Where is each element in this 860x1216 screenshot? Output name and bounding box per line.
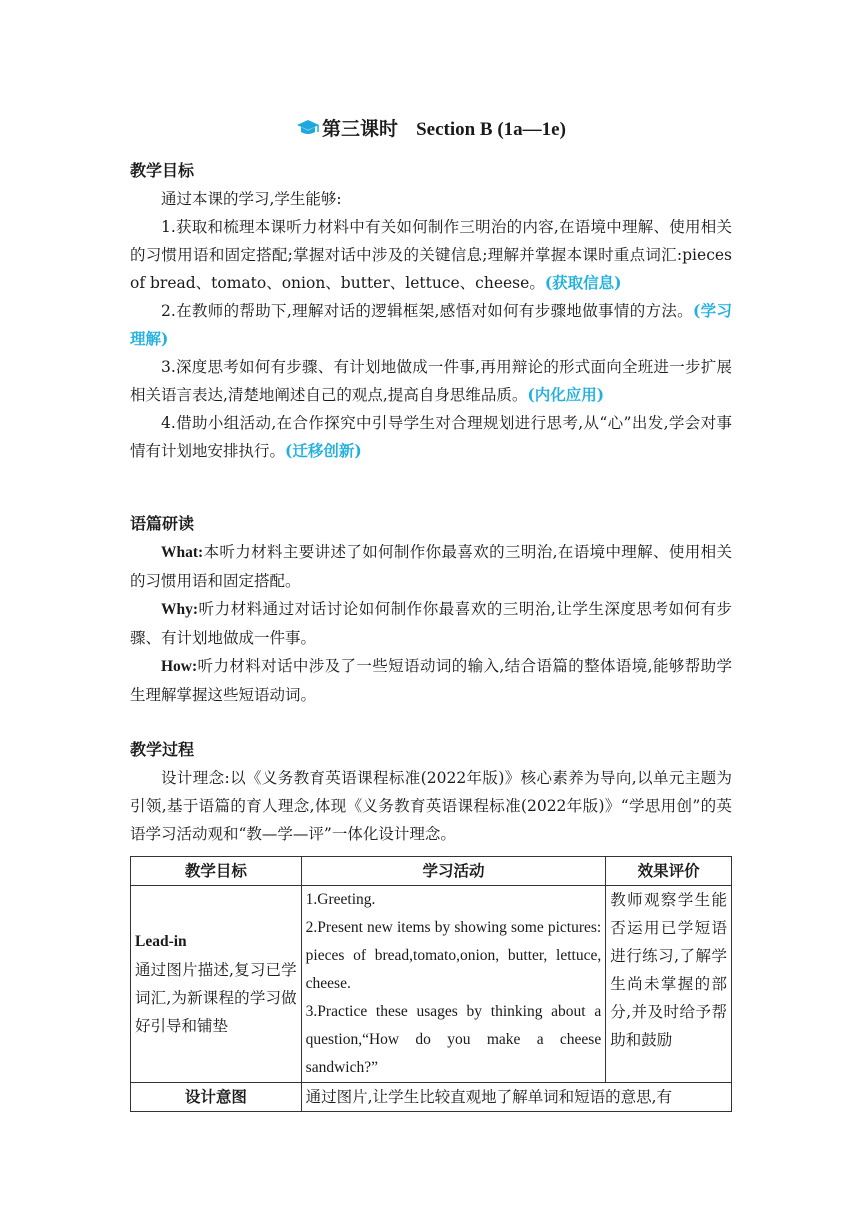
- table-header-row: [131, 857, 732, 886]
- process-concept: 设计理念:以《义务教育英语课程标准(2022年版)》核心素养为导向,以单元主题为引领,基于语篇的育人理念,体现《义务教育英语课程标准(2022年版)》“学思用创”的英语学习活动观和“教—学—评”一体化设计理念。: [130, 769, 732, 843]
- activity-item: 3.Practice these usages by thinking about a question,“How do you make a cheese sandwich?”: [305, 1003, 602, 1076]
- reading-what: What:本听力材料主要讲述了如何制作你最喜欢的三明治,在语境中理解、使用相关的习惯用语和固定搭配。: [130, 543, 732, 590]
- goal-title: Lead-in: [135, 933, 187, 950]
- teaching-table: [130, 856, 732, 1112]
- lesson-title-section: Section B (1a—1e): [416, 119, 566, 140]
- goal-cell: [131, 886, 302, 1083]
- activity-item: 2.Present new items by showing some pictures: pieces of bread,tomato,onion, butter, lettuce, cheese.: [305, 919, 602, 992]
- header-activity: 学习活动: [301, 857, 606, 886]
- objective-item: 2.在教师的帮助下,理解对话的逻辑框架,感悟对如何有步骤地做事情的方法。(学习理解): [130, 301, 732, 348]
- lesson-title: [130, 114, 732, 144]
- graduation-cap-icon: [296, 118, 320, 144]
- lesson-title-main: 第三课时: [322, 119, 399, 140]
- objectives-heading: 教学目标: [130, 161, 195, 180]
- reading-section: [130, 510, 732, 709]
- table-row: [131, 1083, 732, 1112]
- design-intent-label: 设计意图: [131, 1083, 302, 1112]
- design-intent-text: 通过图片,让学生比较直观地了解单词和短语的意思,有: [301, 1083, 731, 1112]
- reading-heading: 语篇研读: [130, 514, 195, 533]
- activity-cell: [301, 886, 606, 1083]
- objective-item: 4.借助小组活动,在合作探究中引导学生对合理规划进行思考,从“心”出发,学会对事情有计划地安排执行。(迁移创新): [130, 414, 732, 460]
- evaluation-cell: 教师观察学生能否运用已学短语进行练习,了解学生尚未掌握的部分,并及时给予帮助和鼓励: [606, 886, 732, 1083]
- reading-how: How:听力材料对话中涉及了一些短语动词的输入,结合语篇的整体语境,能够帮助学生理解掌握这些短语动词。: [130, 657, 732, 704]
- activity-item: 1.Greeting.: [305, 891, 376, 908]
- objective-item: 1.获取和梳理本课听力材料中有关如何制作三明治的内容,在语境中理解、使用相关的习惯用语和固定搭配;掌握对话中涉及的关键信息;理解并掌握本课时重点词汇:pieces of bread、tomato、onion、butter、lettuce、cheese。(获取信息): [130, 218, 732, 292]
- process-section: [130, 736, 732, 848]
- table-row: [131, 886, 732, 1083]
- objective-item: 3.深度思考如何有步骤、有计划地做成一件事,再用辩论的形式面向全班进一步扩展相关语言表达,清楚地阐述自己的观点,提高自身思维品质。(内化应用): [130, 358, 732, 404]
- process-heading: 教学过程: [130, 740, 195, 759]
- reading-why: Why:听力材料通过对话讨论如何制作你最喜欢的三明治,让学生深度思考如何有步骤、有计划地做成一件事。: [130, 600, 732, 647]
- header-goal: 教学目标: [131, 857, 302, 886]
- header-evaluation: 效果评价: [606, 857, 732, 886]
- objectives-intro: 通过本课的学习,学生能够:: [161, 190, 342, 208]
- goal-text: 通过图片描述,复习已学词汇,为新课程的学习做好引导和铺垫: [135, 961, 297, 1035]
- objectives-section: [130, 157, 732, 465]
